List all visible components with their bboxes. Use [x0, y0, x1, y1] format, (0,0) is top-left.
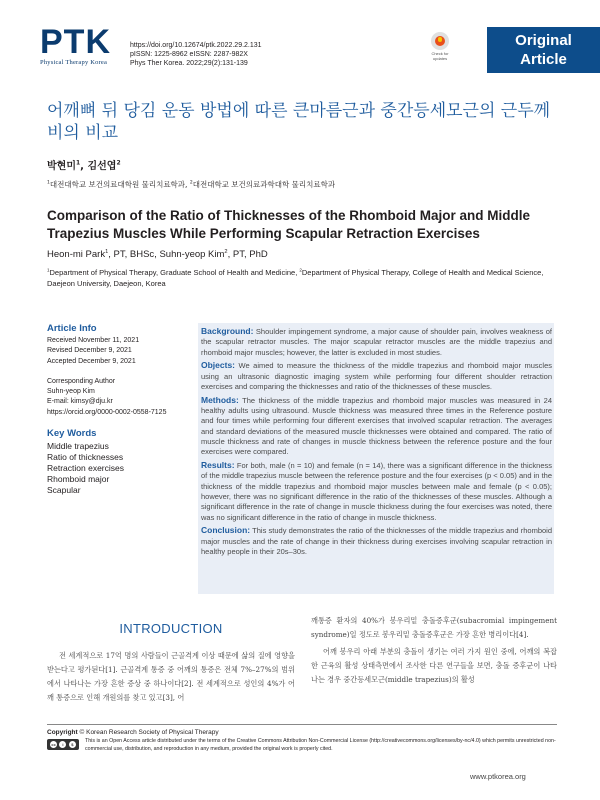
- introduction-heading: INTRODUCTION: [119, 621, 223, 636]
- intro-paragraph-continued: 깨통증 환자의 40%가 봉우리밑 충돌증후군(subacromial impingement syndrome)일 정도로 봉우리밑 충돌증후군은 가장 흔한 병리이다[4].: [311, 616, 557, 639]
- abstract-background: Background: Shoulder impingement syndrome, a major cause of shoulder pain, involves weakness of the scapular retractor muscles. The major scapular retractor muscles are the middle trapezius and rhomboid major muscles; however, the latter is excluded in most studies.: [201, 326, 552, 357]
- article-identifiers: [130, 41, 262, 68]
- keyword-item: Rhomboid major: [47, 474, 110, 485]
- logo-text: PTK: [40, 23, 111, 61]
- abstract-results: Results: For both, male (n = 10) and female (n = 14), there was a significant difference in the thickness of the middle trapezius muscle between the reference posture and the four exercises (p < 0.05) and in the thickness of the middle trapezius and rhomboid major muscles between male and female (p < 0.05); however, there was no significant difference in the ratio of the thicknesses of these muscles. Although a significant difference in the rate of change in muscle thickness during the four exercises was noted, there was no significant difference in the ratio of change in muscle thickness.: [201, 460, 552, 522]
- abstract-methods: Methods: The thickness of the middle trapezius and rhomboid major muscles was measured in 24 healthy adults using ultrasound. Muscle thickness was measured three times in the Reference posture and four times while performing four different exercises that involved scapular retraction. The averages and standard deviations of the measured muscle thicknesses were obtained and compared. The ratio of muscle thickness and rate of changes in muscle thickness between the reference posture and the four exercises were compared.: [201, 394, 553, 457]
- keyword-item: Ratio of thicknesses: [47, 452, 124, 463]
- accepted-date: Accepted December 9, 2021: [47, 357, 136, 365]
- abstract-box: [198, 323, 554, 594]
- cc-license-icon[interactable]: cc i $: [47, 739, 79, 750]
- issn: pISSN: 1225-8962 eISSN: 2287-982X: [130, 51, 248, 58]
- corresponding-email[interactable]: E-mail: kimsy@dju.kr: [47, 398, 113, 406]
- received-date: Received November 11, 2021: [47, 337, 140, 344]
- korean-authors: 박현미$^1$, 김선엽$^2$: [47, 159, 121, 172]
- footer-divider: [47, 724, 557, 725]
- check-for-updates-button[interactable]: [426, 32, 454, 64]
- keyword-item: Middle trapezius: [47, 441, 109, 452]
- intro-paragraph-1: 전 세계적으로 17억 명의 사람들이 근골격계 이상 때문에 삶의 질에 영향을 받는다고 평가된다[1]. 근골격계 통증 중 어깨의 통증은 전체 7%–27%의 범위에서 나타나는 가장 흔한 증상 중 하나이다[2]. 전 세계적으로 성인의 4%가 어깨 통증으로 인해 개원의를 찾고 있고[3], 어: [47, 651, 295, 702]
- english-affiliations: $^1$Department of Physical Therapy, Graduate School of Health and Medicine, $^2$Department of Physical Therapy, College of Health and Medical Science, Daejeon University, Daejeon, Korea: [47, 267, 544, 288]
- keywords-heading: Key Words: [47, 428, 97, 440]
- english-title: Comparison of the Ratio of Thicknesses of the Rhomboid Major and Middle Trapezius Muscles While Performing Scapular Retraction Exercises: [47, 208, 531, 241]
- citation: Phys Ther Korea. 2022;29(2):131-139: [130, 60, 248, 67]
- abstract-objects: Objects: We aimed to measure the thickness of the middle trapezius and rhomboid major muscles using an ultrasonic diagnostic imaging system while performing four different shoulder retraction exercises and comparing the thicknesses and ratio of the thicknesses of these muscles.: [201, 360, 552, 391]
- english-authors: Heon-mi Park$^1$, PT, BHSc, Suhn-yeop Kim$^2$, PT, PhD: [47, 248, 268, 260]
- revised-date: Revised December 9, 2021: [47, 347, 132, 355]
- journal-header: [0, 0, 600, 80]
- doi-link[interactable]: https://doi.org/10.12674/ptk.2022.29.2.131: [130, 42, 262, 49]
- body-column-left: [47, 621, 295, 705]
- check-updates-icon: [431, 32, 449, 50]
- article-type-badge: Original Article: [487, 27, 600, 73]
- license-row: [47, 738, 557, 753]
- intro-paragraph-2: 어깨 봉우리 아래 부분의 충돌이 생기는 여러 가지 원인 중에, 어깨의 복잡한 근육의 활성 상태측면에서 조사한 다른 연구들을 보면, 충돌 증후군이 나타나는 경우 중간등세모근(middle trapezius)의 활성: [311, 647, 557, 684]
- logo-subtitle: Physical Therapy Korea: [40, 59, 108, 66]
- article-info-heading: Article Info: [47, 323, 97, 334]
- check-updates-label: Check for updates: [431, 51, 449, 61]
- corresponding-name: Suhn-yeop Kim: [47, 388, 95, 396]
- journal-website-link[interactable]: www.ptkorea.org: [470, 772, 526, 781]
- journal-logo: [40, 23, 111, 66]
- keyword-item: Scapular: [47, 485, 81, 496]
- korean-affiliations: $^1$대전대학교 보건의료대학원 물리치료학과, $^2$대전대학교 보건의료과학대학 물리치료학과: [47, 180, 336, 189]
- keyword-item: Retraction exercises: [47, 463, 125, 474]
- copyright-line: Copyright © Korean Research Society of Physical Therapy: [47, 729, 219, 736]
- article-info-sidebar: [47, 323, 187, 496]
- body-column-right: [311, 614, 557, 687]
- korean-title: 어깨뼈 뒤 당김 운동 방법에 따른 큰마름근과 중간등세모근의 근두께비의 비교: [47, 101, 551, 143]
- abstract-conclusion: Conclusion: This study demonstrates the ratio of the thicknesses of the middle trapezius and rhomboid major muscles and the rate of change in their thickness during exercises involving scapular retraction in healthy people in their 20s–30s.: [201, 525, 552, 556]
- corresponding-label: Corresponding Author: [47, 377, 116, 385]
- corresponding-orcid[interactable]: https://orcid.org/0000-0002-0558-7125: [47, 408, 167, 416]
- license-text: This is an Open Access article distributed under the terms of the Creative Commons Attribution Non-Commercial License (http://creativecommons.org/licenses/by-nc/4.0) which permits unrestricted non-commercial use, distribution, and reproduction in any medium, provided the original work is properly cited.: [85, 738, 556, 752]
- copyright-block: [47, 728, 557, 753]
